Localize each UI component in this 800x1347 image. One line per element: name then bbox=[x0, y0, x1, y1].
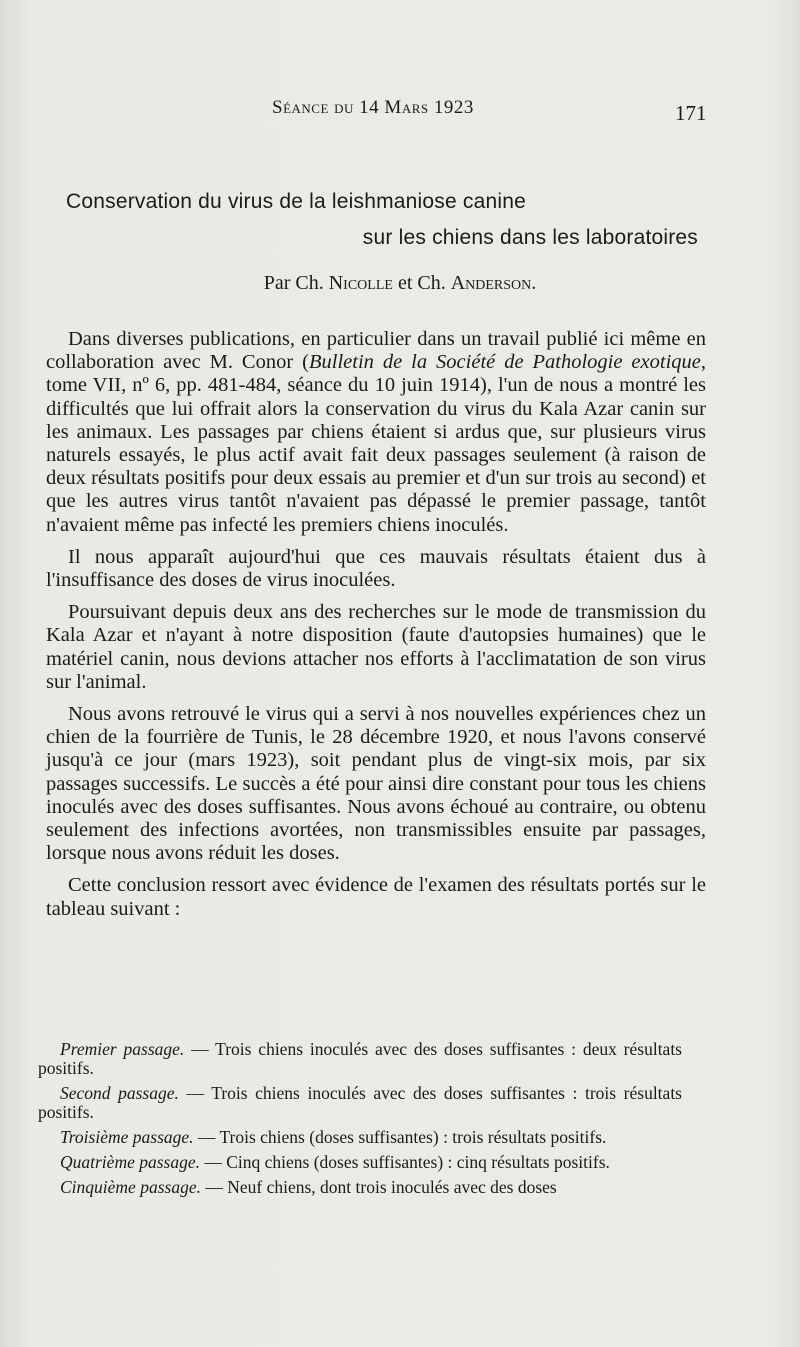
paragraph-2: Il nous apparaît aujourd'hui que ces mauvais résultats étaient dus à l'insuffisance des doses de virus inoculées. bbox=[46, 545, 706, 592]
paragraph-1 bbox=[46, 328, 706, 537]
table-row bbox=[38, 1040, 682, 1078]
passage-result: — Cinq chiens (doses suffisantes) : cinq résultats positifs. bbox=[199, 1152, 610, 1172]
results-table bbox=[38, 1040, 682, 1203]
passage-label: Quatrième passage. bbox=[60, 1152, 200, 1172]
table-row bbox=[38, 1153, 682, 1172]
paragraph-5: Cette conclusion ressort avec évidence de l'examen des résultats portés sur le tableau suivant : bbox=[46, 874, 706, 920]
running-title: Séance du 14 Mars 1923 bbox=[272, 97, 474, 118]
table-row bbox=[38, 1178, 682, 1197]
article-title-line-2: sur les chiens dans les laboratoires bbox=[362, 226, 698, 249]
passage-result: — Trois chiens (doses suffisantes) : trois résultats positifs. bbox=[193, 1127, 607, 1147]
passage-label: Second passage. bbox=[60, 1083, 179, 1103]
table-row bbox=[38, 1084, 682, 1122]
article-body bbox=[46, 328, 706, 930]
paragraph-1-end: , tome VII, nº 6, pp. 481-484, séance du 10 juin 1914), l'un de nous a montré les difficultés que lui offrait alors la conservation du virus du Kala Azar canin sur les animaux. Les passages par chiens étaient si ardus que, sur plusieurs virus naturels essayés, le plus actif avait fait deux passages seulement (à raison de deux résultats positifs pour deux essais au premier et d'un sur trois au second) et que les autres virus tantôt n'avaient pas dépassé le premier passage, tantôt n'avaient même pas infecté les premiers chiens inoculés. bbox=[46, 351, 706, 536]
page-number: 171 bbox=[675, 101, 707, 125]
article-title bbox=[66, 184, 726, 256]
paragraph-3: Poursuivant depuis deux ans des recherches sur le mode de transmission du Kala Azar et n'ayant à notre disposition (faute d'autopsies humaines) que le matériel canin, nous devions attacher nos efforts à l'acclimatation de son virus sur l'animal. bbox=[46, 601, 706, 693]
table-row bbox=[38, 1128, 682, 1147]
authors-prefix: Par Ch. bbox=[263, 272, 329, 294]
passage-label: Troisième passage. bbox=[60, 1127, 194, 1147]
bulletin-reference: Bulletin de la Société de Pathologie exotique bbox=[308, 351, 701, 374]
passage-label: Premier passage. bbox=[60, 1039, 185, 1059]
author-nicolle: Nicolle bbox=[328, 272, 393, 294]
passage-result: — Trois chiens inoculés avec des doses suffisantes : deux résultats positifs. bbox=[38, 1039, 682, 1078]
authors-between: et Ch. bbox=[392, 272, 451, 294]
paragraph-4: Nous avons retrouvé le virus qui a servi à nos nouvelles expériences chez un chien de la fourrière de Tunis, le 28 décembre 1920, et nous l'avons conservé jusqu'à ce jour (mars 1923), soit pendant plus de vingt-six mois, par six passages successifs. Le succès a été pour ainsi dire constant pour tous les chiens inoculés avec des doses suffisantes. Nous avons échoué au contraire, ou obtenu seulement des infections avortées, non transmissibles ensuite par passages, lorsque nous avons réduit les doses. bbox=[46, 703, 706, 865]
passage-label: Cinquième passage. bbox=[60, 1177, 201, 1197]
passage-result: — Trois chiens inoculés avec des doses suffisantes : trois résultats positifs. bbox=[38, 1083, 682, 1122]
passage-result: — Neuf chiens, dont trois inoculés avec des doses bbox=[200, 1177, 557, 1197]
authors-line bbox=[0, 272, 800, 295]
article-title-line-1: Conservation du virus de la leishmaniose canine bbox=[66, 190, 526, 213]
paragraph-1-start: Dans diverses publications, en particulier dans un travail publié ici même en collaboration avec M. Conor ( bbox=[46, 328, 706, 374]
running-head bbox=[0, 97, 800, 127]
author-anderson: Anderson. bbox=[450, 272, 537, 294]
